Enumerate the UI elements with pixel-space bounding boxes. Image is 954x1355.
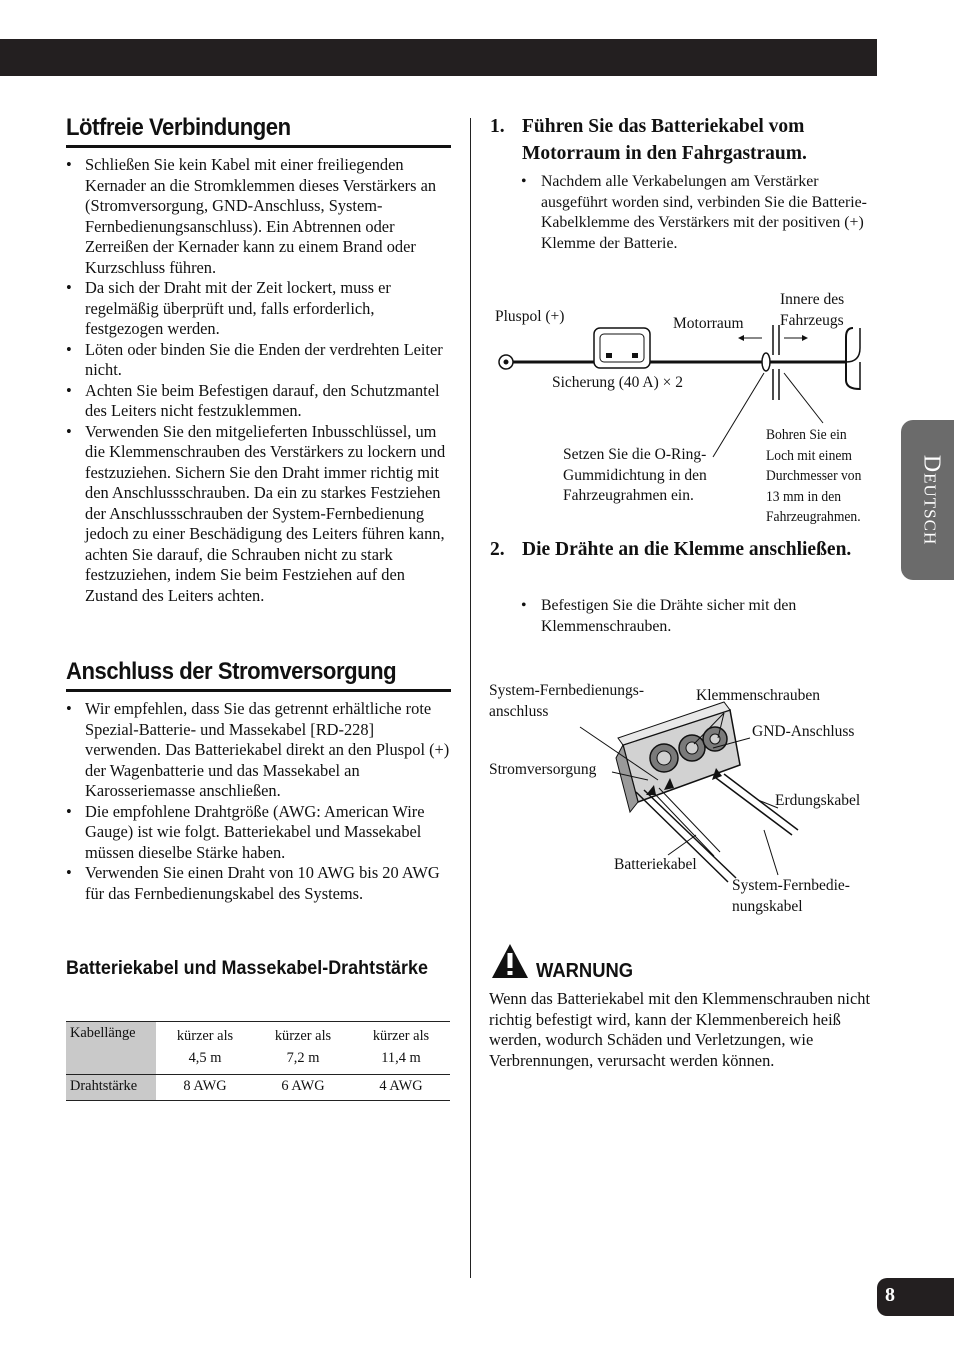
- list-item: • Befestigen Sie die Drähte sicher mit den Klemmenschrauben.: [521, 596, 881, 637]
- list-item: • Die empfohlene Drahtgröße (AWG: American Wire Gauge) ist wie folgt. Batteriekabel und Massekabel müssen dieselbe Stärke haben.: [66, 802, 452, 864]
- title-rule: [66, 689, 451, 692]
- table-cell: 4 AWG: [352, 1075, 450, 1101]
- label-system-fernbedienungsanschluss: System-Fernbedienungs- anschluss: [489, 682, 644, 720]
- section-title-loetfreie: Lötfreie Verbindungen: [66, 114, 291, 141]
- subsection-title: Batteriekabel und Massekabel-Drahtstärke: [66, 957, 428, 979]
- table-cell: kürzer als 4,5 m: [156, 1022, 254, 1075]
- list-item: • Verwenden Sie einen Draht von 10 AWG bis 20 AWG für das Fernbedienungskabel des Systems.: [66, 863, 452, 904]
- warning-text: Wenn das Batteriekabel mit den Klemmenschrauben nicht richtig befestigt wird, kann der Klemmenbereich heiß werden, wodurch Schäden und Verletzungen, wie Verbrennungen, verursacht werden können.: [489, 989, 871, 1070]
- title-rule: [66, 145, 451, 148]
- step-2-list: [521, 596, 881, 637]
- table-cell: 6 AWG: [254, 1075, 352, 1101]
- table-cell: 8 AWG: [156, 1075, 254, 1101]
- column-divider: [470, 118, 471, 1278]
- label-pluspol: Pluspol (+): [495, 308, 565, 325]
- label-klemmenschrauben: Klemmenschrauben: [696, 687, 820, 704]
- label-erdungskabel: Erdungskabel: [775, 792, 861, 809]
- label-motorraum: Motorraum: [673, 315, 744, 332]
- label-bohren: Bohren Sie ein Loch mit einem Durchmesser von 13 mm in den Fahrzeugrahmen.: [766, 427, 862, 525]
- label-stromversorgung: Stromversorgung: [489, 761, 597, 778]
- wire-gauge-table: [66, 1021, 450, 1101]
- page-number-badge: [877, 1278, 954, 1316]
- label-sicherung: Sicherung (40 A) × 2: [552, 374, 684, 391]
- language-tab: Deutsch: [901, 420, 954, 580]
- table-cell: kürzer als 11,4 m: [352, 1022, 450, 1075]
- step-2-heading: 2. Die Drähte an die Klemme anschließen.: [490, 539, 852, 560]
- label-system-fernbedienungskabel: System-Fernbedie- nungskabel: [732, 877, 850, 915]
- label-gnd-anschluss: GND-Anschluss: [752, 723, 855, 740]
- list-item: • Achten Sie beim Befestigen darauf, den Schutzmantel des Leiters nicht festzuklemmen.: [66, 381, 452, 422]
- fuse-holder: [594, 328, 650, 368]
- warning-title: WARNUNG: [536, 960, 634, 982]
- bullet-list-stromversorgung: [66, 699, 452, 904]
- table-header-kabellaenge: Kabellänge: [66, 1022, 156, 1075]
- list-item: • Wir empfehlen, dass Sie das getrennt erhältliche rote Spezial-Batterie- und Massekabel [RD-228] verwenden. Das Batteriekabel direkt an den Pluspol (+) der Wagenbatterie und das Massekabel an Karosseriemasse anschließen.: [66, 699, 452, 802]
- list-item: • Verwenden Sie den mitgelieferten Inbusschlüssel, um die Klemmenschrauben des Verstärkers zu lockern und festzuziehen. Sichern Sie den Draht immer richtig mit den Anschlussschrauben. Da ein zu starkes Festziehen der Anschlussschrauben der System-Fernbedienung jedoch zu einer Beschädigung des Leiters führen kann, achten Sie darauf, die Schrauben nicht zu stark festzuziehen, indem Sie beim Festziehen auf den Zustand des Leiters achten.: [66, 422, 452, 607]
- section-title-stromversorgung: Anschluss der Stromversorgung: [66, 658, 397, 685]
- label-batteriekabel: Batteriekabel: [614, 856, 697, 873]
- list-item: • Löten oder binden Sie die Enden der verdrehten Leiter nicht.: [66, 340, 452, 381]
- table-cell: kürzer als 7,2 m: [254, 1022, 352, 1075]
- label-o-ring: Setzen Sie die O-Ring- Gummidichtung in den Fahrzeugrahmen ein.: [563, 446, 707, 504]
- list-item: • Schließen Sie kein Kabel mit einer freiliegenden Kernader an die Stromklemmen dieses Verstärkers an (Stromversorgung, GND-Anschluss, System-Fernbedienungsanschluss). Ein Abtrennen oder Zerreißen der Kernader kann zu einem Brand oder Kurzschluss führen.: [66, 155, 452, 278]
- warning-icon: [490, 942, 530, 980]
- list-item: • Nachdem alle Verkabelungen am Verstärker ausgeführt worden sind, verbinden Sie die Batterie-Kabelklemme des Verstärkers mit der positiven (+) Klemme der Batterie.: [521, 172, 881, 254]
- page-number: 8: [885, 1284, 895, 1306]
- label-innere-des-fahrzeugs: Innere des Fahrzeugs: [780, 291, 845, 329]
- step-1-heading: 1. Führen Sie das Batteriekabel vom Motorraum in den Fahrgastraum.: [490, 116, 807, 164]
- list-item: • Da sich der Draht mit der Zeit lockert, muss er regelmäßig überprüft und, falls erforderlich, festgezogen werden.: [66, 278, 452, 340]
- bullet-list-loetfreie: [66, 155, 452, 606]
- header-bar: [0, 39, 877, 76]
- step-1-list: [521, 172, 881, 254]
- table-header-drahtstaerke: Drahtstärke: [66, 1075, 156, 1101]
